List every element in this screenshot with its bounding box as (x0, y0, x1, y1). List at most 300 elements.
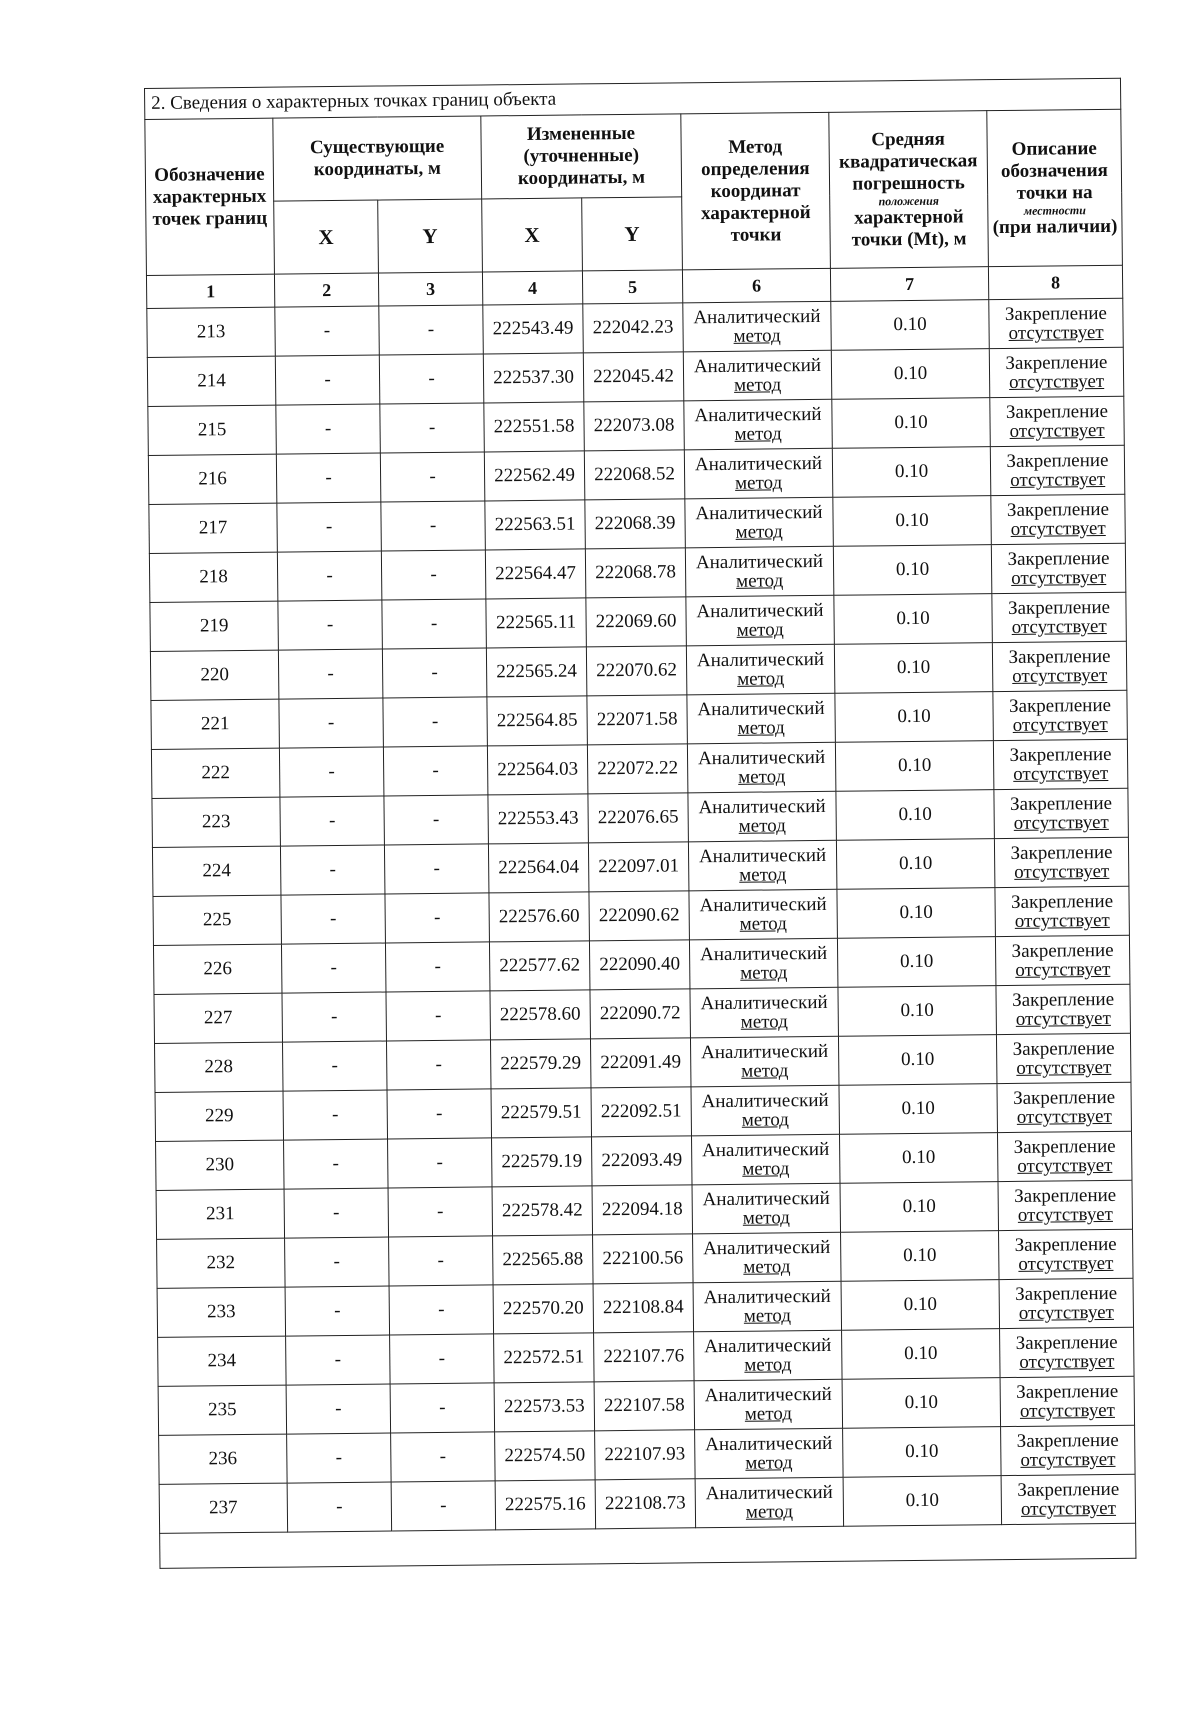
changed-x-cell: 222564.85 (487, 696, 588, 746)
description-cell-line1: Закрепление (1008, 645, 1111, 668)
description-cell (999, 1229, 1134, 1279)
description-cell-line2: отсутствует (1018, 1301, 1115, 1324)
method-cell-line1: Аналитический (703, 1236, 831, 1260)
method-cell-line2: метод (734, 423, 782, 445)
header-changed-x: X (482, 198, 583, 272)
changed-x-cell: 222564.04 (488, 843, 589, 893)
existing-x-cell: - (276, 404, 381, 454)
changed-y-cell: 222108.84 (593, 1283, 694, 1333)
description-cell-line1: Закрепление (1007, 596, 1111, 619)
method-cell-line1: Аналитический (693, 305, 821, 329)
method-cell (692, 1134, 841, 1185)
changed-y-cell: 222107.76 (594, 1332, 695, 1382)
existing-x-cell: - (276, 453, 381, 503)
existing-y-cell: - (389, 1236, 494, 1286)
method-cell-line1: Аналитический (702, 1187, 830, 1211)
point-number-cell: 232 (157, 1238, 286, 1288)
mean-error-cell: 0.10 (839, 1084, 998, 1135)
changed-y-cell: 222068.52 (584, 450, 685, 500)
description-cell-line2: отсутствует (1020, 1497, 1117, 1520)
changed-x-cell: 222563.51 (485, 500, 586, 550)
description-cell (995, 935, 1130, 985)
description-cell-line2: отсутствует (1010, 468, 1106, 491)
method-cell (692, 1183, 841, 1234)
description-cell-line2: отсутствует (1011, 615, 1107, 638)
method-cell-line1: Аналитический (704, 1334, 832, 1358)
header-description-bottom: (при наличии) (992, 215, 1118, 238)
header-description-top: Описание обозначения точки на (1000, 137, 1108, 204)
existing-y-cell: - (383, 697, 488, 747)
method-cell (683, 301, 832, 352)
method-cell-line1: Аналитический (698, 795, 826, 819)
description-cell-line1: Закрепление (1005, 400, 1109, 423)
existing-y-cell: - (390, 1383, 495, 1433)
mean-error-cell: 0.10 (834, 643, 993, 694)
mean-error-cell: 0.10 (831, 349, 990, 400)
method-cell-line1: Аналитический (700, 1040, 829, 1064)
point-number-cell: 231 (156, 1189, 285, 1239)
table-caption: 2. Сведения о характерных точках границ объекта (145, 78, 1121, 119)
mean-error-cell: 0.10 (838, 986, 997, 1037)
description-cell (997, 1082, 1132, 1132)
method-cell (687, 742, 836, 793)
method-cell (683, 350, 832, 401)
method-cell-line1: Аналитический (695, 550, 824, 574)
changed-x-cell: 222574.50 (495, 1431, 596, 1481)
description-cell (994, 837, 1129, 887)
method-cell-line2: метод (733, 374, 782, 396)
existing-x-cell: - (280, 796, 385, 846)
mean-error-cell: 0.10 (836, 790, 995, 841)
description-cell (993, 739, 1128, 789)
changed-y-cell: 222107.58 (594, 1381, 695, 1431)
mean-error-cell: 0.10 (842, 1329, 1001, 1380)
boundary-points-table (144, 78, 1136, 1569)
method-cell (688, 791, 837, 842)
mean-error-cell: 0.10 (843, 1476, 1002, 1527)
description-cell-line1: Закрепление (1014, 1184, 1117, 1207)
header-mean-error (829, 111, 989, 269)
header-mean-error-top: Средняя квадратическая погрешность (838, 128, 978, 195)
method-cell-line1: Аналитический (701, 1089, 829, 1113)
existing-x-cell: - (280, 845, 385, 895)
existing-y-cell: - (391, 1481, 496, 1531)
existing-y-cell: - (382, 648, 487, 698)
mean-error-cell: 0.10 (835, 692, 994, 743)
method-cell-line2: метод (738, 766, 786, 788)
mean-error-cell: 0.10 (838, 1035, 997, 1086)
changed-x-cell: 222564.03 (487, 745, 588, 795)
method-cell-line2: метод (744, 1403, 793, 1425)
method-cell-line2: метод (737, 668, 785, 690)
existing-y-cell: - (385, 893, 490, 943)
existing-x-cell: - (281, 894, 386, 944)
method-cell-line2: метод (739, 864, 787, 886)
method-cell-line2: метод (737, 717, 785, 739)
method-cell (694, 1379, 843, 1430)
method-cell (688, 840, 837, 891)
method-cell-line2: метод (742, 1158, 790, 1180)
header-existing-x: X (274, 200, 379, 274)
changed-y-cell: 222097.01 (588, 842, 689, 892)
changed-x-cell: 222565.88 (493, 1235, 594, 1285)
description-cell (997, 1131, 1132, 1181)
description-cell (993, 690, 1128, 740)
description-cell-line1: Закрепление (1007, 547, 1110, 570)
changed-y-cell: 222100.56 (593, 1234, 694, 1284)
method-cell (689, 889, 838, 940)
method-cell-line1: Аналитический (694, 403, 822, 427)
description-cell-line2: отсутствует (1008, 321, 1104, 344)
existing-y-cell: - (383, 746, 488, 796)
description-cell-line1: Закрепление (1009, 743, 1112, 766)
method-cell-line1: Аналитический (699, 942, 828, 966)
column-number: 1 (146, 274, 274, 308)
existing-x-cell: - (277, 551, 382, 601)
method-cell (687, 693, 836, 744)
description-cell (1001, 1474, 1136, 1524)
header-point-designation: Обозначение характерных точек границ (145, 118, 275, 275)
description-cell-line2: отсутствует (1013, 811, 1109, 834)
changed-x-cell: 222575.16 (495, 1480, 596, 1530)
method-cell (689, 938, 838, 989)
mean-error-cell: 0.10 (841, 1231, 1000, 1282)
point-number-cell: 236 (159, 1434, 288, 1484)
changed-x-cell: 222537.30 (483, 353, 584, 403)
point-number-cell: 226 (153, 944, 282, 994)
description-cell-line2: отсутствует (1020, 1448, 1116, 1471)
method-cell-line2: метод (735, 521, 783, 543)
description-cell-line1: Закрепление (1006, 449, 1109, 472)
changed-y-cell: 222108.73 (595, 1479, 696, 1529)
mean-error-cell: 0.10 (843, 1427, 1002, 1478)
existing-x-cell: - (278, 649, 383, 699)
description-cell-line1: Закрепление (1016, 1429, 1119, 1452)
description-cell-line2: отсутствует (1015, 1007, 1111, 1030)
description-cell-line1: Закрепление (1017, 1478, 1120, 1501)
method-cell-line2: метод (744, 1354, 792, 1376)
description-cell (1000, 1327, 1135, 1377)
existing-x-cell: - (277, 502, 382, 552)
description-cell-line1: Закрепление (1015, 1331, 1118, 1354)
changed-x-cell: 222570.20 (493, 1284, 594, 1334)
mean-error-cell: 0.10 (836, 839, 995, 890)
changed-x-cell: 222572.51 (494, 1333, 595, 1383)
existing-y-cell: - (384, 795, 489, 845)
column-number: 3 (378, 272, 482, 306)
changed-x-cell: 222579.19 (492, 1137, 593, 1187)
method-cell-line1: Аналитический (705, 1432, 833, 1456)
existing-y-cell: - (386, 1040, 491, 1090)
existing-x-cell: - (279, 747, 384, 797)
existing-y-cell: - (380, 403, 485, 453)
header-changed-coords: Измененные (уточненные) координаты, м (481, 114, 682, 199)
existing-x-cell: - (283, 1090, 388, 1140)
header-changed-y: Y (582, 197, 683, 271)
method-cell (693, 1232, 842, 1283)
mean-error-cell: 0.10 (832, 447, 991, 498)
description-cell-line1: Закрепление (1008, 694, 1112, 717)
method-cell (690, 1036, 839, 1087)
changed-y-cell: 222071.58 (587, 695, 688, 745)
method-cell-line2: метод (743, 1305, 792, 1327)
changed-y-cell: 222107.93 (595, 1430, 696, 1480)
existing-x-cell: - (287, 1482, 392, 1532)
point-number-cell: 223 (152, 797, 281, 847)
description-cell-line2: отсутствует (1017, 1154, 1113, 1177)
method-cell-line2: метод (736, 619, 784, 641)
existing-x-cell: - (275, 355, 380, 405)
changed-y-cell: 222093.49 (592, 1136, 693, 1186)
description-cell-line1: Закрепление (1012, 988, 1115, 1011)
changed-x-cell: 222565.24 (486, 647, 587, 697)
point-number-cell: 220 (150, 650, 279, 700)
description-cell (1001, 1425, 1136, 1475)
existing-y-cell: - (389, 1285, 494, 1335)
mean-error-cell: 0.10 (841, 1280, 1000, 1331)
method-cell-line1: Аналитический (699, 893, 827, 917)
existing-y-cell: - (379, 354, 484, 404)
description-cell-line2: отсутствует (1011, 566, 1107, 589)
existing-x-cell: - (284, 1188, 389, 1238)
method-cell-line2: метод (740, 962, 788, 984)
description-cell (992, 641, 1127, 691)
description-cell-line1: Закрепление (1014, 1233, 1117, 1256)
changed-y-cell: 222068.39 (585, 499, 686, 549)
description-cell-line2: отсутствует (1012, 713, 1108, 736)
point-number-cell: 215 (148, 405, 277, 455)
method-cell-line1: Аналитический (696, 599, 824, 623)
point-number-cell: 214 (147, 356, 276, 406)
changed-y-cell: 222068.78 (585, 548, 686, 598)
description-cell (996, 1033, 1131, 1083)
changed-x-cell: 222564.47 (485, 549, 586, 599)
point-number-cell: 218 (149, 552, 278, 602)
header-existing-coords: Существующие координаты, м (273, 116, 482, 201)
description-cell-line1: Закрепление (1004, 302, 1108, 325)
method-cell-line2: метод (734, 472, 783, 494)
existing-y-cell: - (388, 1187, 493, 1237)
description-cell-line1: Закрепление (1013, 1086, 1116, 1109)
method-cell-line1: Аналитический (700, 991, 828, 1015)
description-cell-line1: Закрепление (1015, 1282, 1118, 1305)
mean-error-cell: 0.10 (833, 496, 992, 547)
description-cell (991, 543, 1126, 593)
method-cell-line1: Аналитический (703, 1285, 831, 1309)
description-cell (996, 984, 1131, 1034)
method-cell-line1: Аналитический (697, 697, 825, 721)
point-number-cell: 228 (155, 1042, 284, 1092)
method-cell (695, 1428, 844, 1479)
changed-y-cell: 222073.08 (584, 401, 685, 451)
changed-x-cell: 222579.51 (491, 1088, 592, 1138)
changed-x-cell: 222577.62 (489, 941, 590, 991)
description-cell-line1: Закрепление (1013, 1135, 1116, 1158)
mean-error-cell: 0.10 (837, 888, 996, 939)
existing-y-cell: - (388, 1138, 493, 1188)
changed-y-cell: 222045.42 (583, 352, 684, 402)
description-cell-line2: отсутствует (1013, 762, 1109, 785)
mean-error-cell: 0.10 (833, 545, 992, 596)
changed-y-cell: 222076.65 (588, 793, 689, 843)
description-cell-line1: Закрепление (1010, 890, 1114, 913)
mean-error-cell: 0.10 (831, 300, 990, 351)
method-cell-line1: Аналитический (693, 354, 822, 378)
changed-x-cell: 222553.43 (488, 794, 589, 844)
changed-x-cell: 222579.29 (490, 1039, 591, 1089)
column-number: 5 (582, 270, 682, 304)
method-cell-line2: метод (741, 1060, 789, 1082)
method-cell-line2: метод (740, 1011, 788, 1033)
description-cell (992, 592, 1127, 642)
changed-y-cell: 222090.72 (590, 989, 691, 1039)
description-cell (994, 788, 1129, 838)
changed-x-cell: 222565.11 (486, 598, 587, 648)
existing-y-cell: - (390, 1334, 495, 1384)
existing-x-cell: - (285, 1237, 390, 1287)
method-cell-line1: Аналитический (705, 1481, 833, 1505)
method-cell (695, 1477, 844, 1528)
method-cell (685, 546, 834, 597)
method-cell-line2: метод (739, 913, 787, 935)
point-number-cell: 216 (148, 454, 277, 504)
changed-y-cell: 222042.23 (583, 303, 684, 353)
description-cell-line1: Закрепление (1012, 1037, 1115, 1060)
point-number-cell: 230 (156, 1140, 285, 1190)
existing-y-cell: - (387, 1089, 492, 1139)
method-cell-line1: Аналитический (704, 1383, 832, 1407)
description-cell-line2: отсутствует (1016, 1105, 1112, 1128)
method-cell (686, 595, 835, 646)
method-cell-line2: метод (743, 1256, 791, 1278)
description-cell-line2: отсутствует (1017, 1203, 1113, 1226)
header-method: Метод определения координат характерной точки (681, 112, 831, 270)
point-number-cell: 224 (152, 846, 281, 896)
point-number-cell: 217 (149, 503, 278, 553)
method-cell-line1: Аналитический (696, 648, 825, 672)
mean-error-cell: 0.10 (837, 937, 996, 988)
existing-x-cell: - (281, 943, 386, 993)
method-cell (694, 1330, 843, 1381)
mean-error-cell: 0.10 (835, 741, 994, 792)
changed-y-cell: 222092.51 (591, 1087, 692, 1137)
changed-y-cell: 222090.40 (589, 940, 690, 990)
point-number-cell: 222 (151, 748, 280, 798)
existing-y-cell: - (381, 550, 486, 600)
method-cell-line2: метод (745, 1501, 794, 1523)
description-cell (998, 1180, 1133, 1230)
description-cell (995, 886, 1130, 936)
mean-error-cell: 0.10 (839, 1133, 998, 1184)
existing-x-cell: - (286, 1384, 391, 1434)
description-cell (991, 494, 1126, 544)
description-cell-line2: отсутствует (1009, 370, 1105, 393)
method-cell (691, 1085, 840, 1136)
point-number-cell: 237 (159, 1483, 288, 1533)
changed-y-cell: 222091.49 (590, 1038, 691, 1088)
method-cell-line1: Аналитический (698, 844, 827, 868)
method-cell-line2: метод (736, 570, 784, 592)
point-number-cell: 213 (147, 307, 276, 357)
method-cell-line1: Аналитический (702, 1138, 830, 1162)
point-number-cell: 221 (151, 699, 280, 749)
point-number-cell: 225 (153, 895, 282, 945)
description-cell-line1: Закрепление (1011, 939, 1114, 962)
column-number: 6 (682, 268, 830, 303)
point-number-cell: 229 (155, 1091, 284, 1141)
method-cell-line2: метод (738, 815, 786, 837)
changed-x-cell: 222562.49 (484, 451, 585, 501)
method-cell-line2: метод (745, 1452, 793, 1474)
header-existing-y: Y (378, 199, 483, 273)
changed-y-cell: 222070.62 (586, 646, 687, 696)
existing-y-cell: - (382, 599, 487, 649)
description-cell-line1: Закрепление (1006, 498, 1110, 521)
changed-x-cell: 222578.42 (492, 1186, 593, 1236)
column-number: 8 (988, 265, 1122, 299)
mean-error-cell: 0.10 (834, 594, 993, 645)
existing-y-cell: - (386, 991, 491, 1041)
description-cell-line2: отсутствует (1009, 419, 1105, 442)
existing-x-cell: - (286, 1335, 391, 1385)
changed-y-cell: 222090.62 (589, 891, 690, 941)
existing-y-cell: - (391, 1432, 496, 1482)
description-cell-line2: отсутствует (1012, 664, 1108, 687)
existing-x-cell: - (284, 1139, 389, 1189)
existing-y-cell: - (379, 305, 484, 355)
method-cell-line1: Аналитический (694, 452, 823, 476)
mean-error-cell: 0.10 (840, 1182, 999, 1233)
changed-x-cell: 222576.60 (489, 892, 590, 942)
column-number: 2 (274, 273, 378, 307)
description-cell (999, 1278, 1134, 1328)
existing-x-cell: - (287, 1433, 392, 1483)
description-cell-line1: Закрепление (1005, 351, 1108, 374)
description-cell-line2: отсутствует (1016, 1056, 1112, 1079)
changed-y-cell: 222094.18 (592, 1185, 693, 1235)
method-cell-line1: Аналитический (697, 746, 826, 770)
description-cell-line2: отсутствует (1019, 1350, 1115, 1373)
description-cell (989, 298, 1124, 348)
existing-x-cell: - (282, 992, 387, 1042)
existing-x-cell: - (275, 306, 380, 356)
point-number-cell: 227 (154, 993, 283, 1043)
description-cell-line2: отсутствует (1018, 1252, 1114, 1275)
description-cell (989, 347, 1124, 397)
existing-y-cell: - (380, 452, 485, 502)
existing-y-cell: - (385, 942, 490, 992)
description-cell-line2: отсутствует (1014, 909, 1110, 932)
method-cell (684, 448, 833, 499)
method-cell (685, 497, 834, 548)
point-number-cell: 235 (158, 1385, 287, 1435)
description-cell-line2: отсутствует (1019, 1399, 1116, 1422)
method-cell-line2: метод (733, 325, 781, 347)
description-cell-line2: отсутствует (1015, 958, 1111, 981)
header-mean-error-small: положения (878, 193, 939, 208)
header-description-small: местности (1023, 202, 1086, 218)
existing-y-cell: - (381, 501, 486, 551)
mean-error-cell: 0.10 (832, 398, 991, 449)
header-mean-error-bottom: характерной точки (Mt), м (851, 205, 967, 251)
existing-x-cell: - (278, 600, 383, 650)
changed-x-cell: 222573.53 (494, 1382, 595, 1432)
existing-x-cell: - (279, 698, 384, 748)
description-cell (1000, 1376, 1135, 1426)
method-cell-line1: Аналитический (695, 501, 823, 525)
method-cell-line2: метод (742, 1207, 791, 1229)
point-number-cell: 219 (150, 601, 279, 651)
